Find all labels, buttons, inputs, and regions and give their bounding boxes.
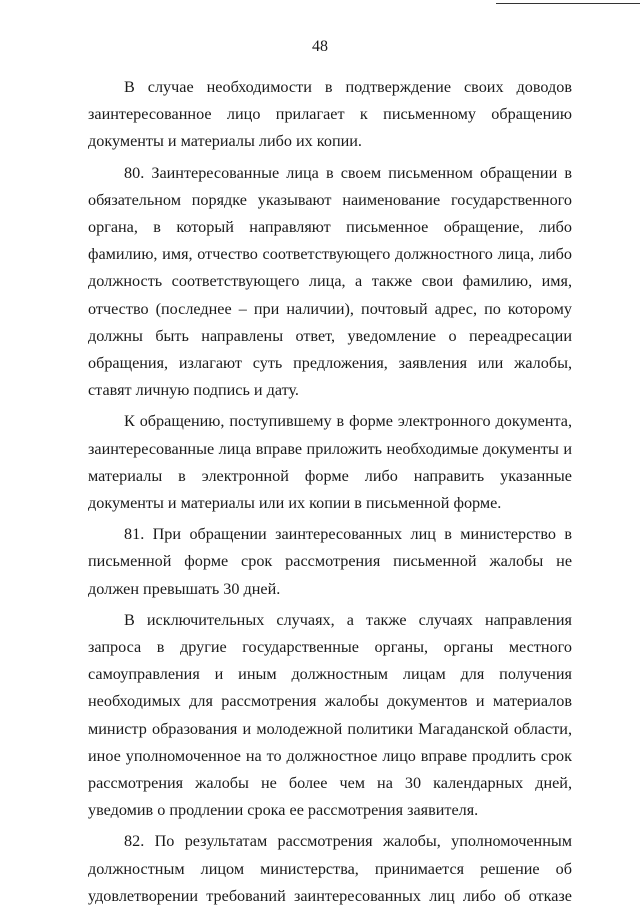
paragraph-exceptional-cases: В исключительных случаях, а также случаях направления запроса в другие государственные органы, органы местного самоуправления и иным должностным лицам для получения необходимых для рассмотрения жалобы документов и материалов министр образования и молодежной политики Магаданской области, иное уполномоченное на то должностное лицо вправе продлить срок рассмотрения жалобы не более чем на 30 календарных дней, уведомив о продлении срока ее рассмотрения заявителя.	[88, 610, 572, 820]
paragraph-electronic-appeal: К обращению, поступившему в форме электронного документа, заинтересованные лица вправе приложить необходимые документы и материалы в электронной форме либо направить указанные документы и материалы или их копии в письменной форме.	[88, 412, 572, 513]
paragraph-82-review-results: 82. По результатам рассмотрения жалобы, уполномоченным должностным лицом министерства, принимается решение об удовлетворении требований заинтересованных лиц либо об отказе	[88, 832, 572, 905]
paragraph-80-written-appeal-requirements: 80. Заинтересованные лица в своем письменном обращении в обязательном порядке указывают наименование государственного органа, в который направляют письменное обращение, либо фамилию, имя, отчество соответствующего должностного лица, либо должность соответствующего лица, а также свои фамилию, имя, отчество (последнее – при наличии), почтовый адрес, по которому должны быть направлены ответ, уведомление о переадресации обращения, излагают суть предложения, заявления или жалобы, ставят личную подпись и дату.	[88, 163, 572, 400]
paragraph-supporting-documents: В случае необходимости в подтверждение своих доводов заинтересованное лицо прилагает к письменному обращению документы и материалы либо их копии.	[88, 78, 572, 151]
paragraph-81-review-period: 81. При обращении заинтересованных лиц в министерство в письменной форме срок рассмотрения письменной жалобы не должен превышать 30 дней.	[88, 525, 572, 598]
page-number: 48	[312, 38, 328, 55]
top-right-rule	[496, 3, 640, 4]
document-body	[88, 74, 572, 910]
